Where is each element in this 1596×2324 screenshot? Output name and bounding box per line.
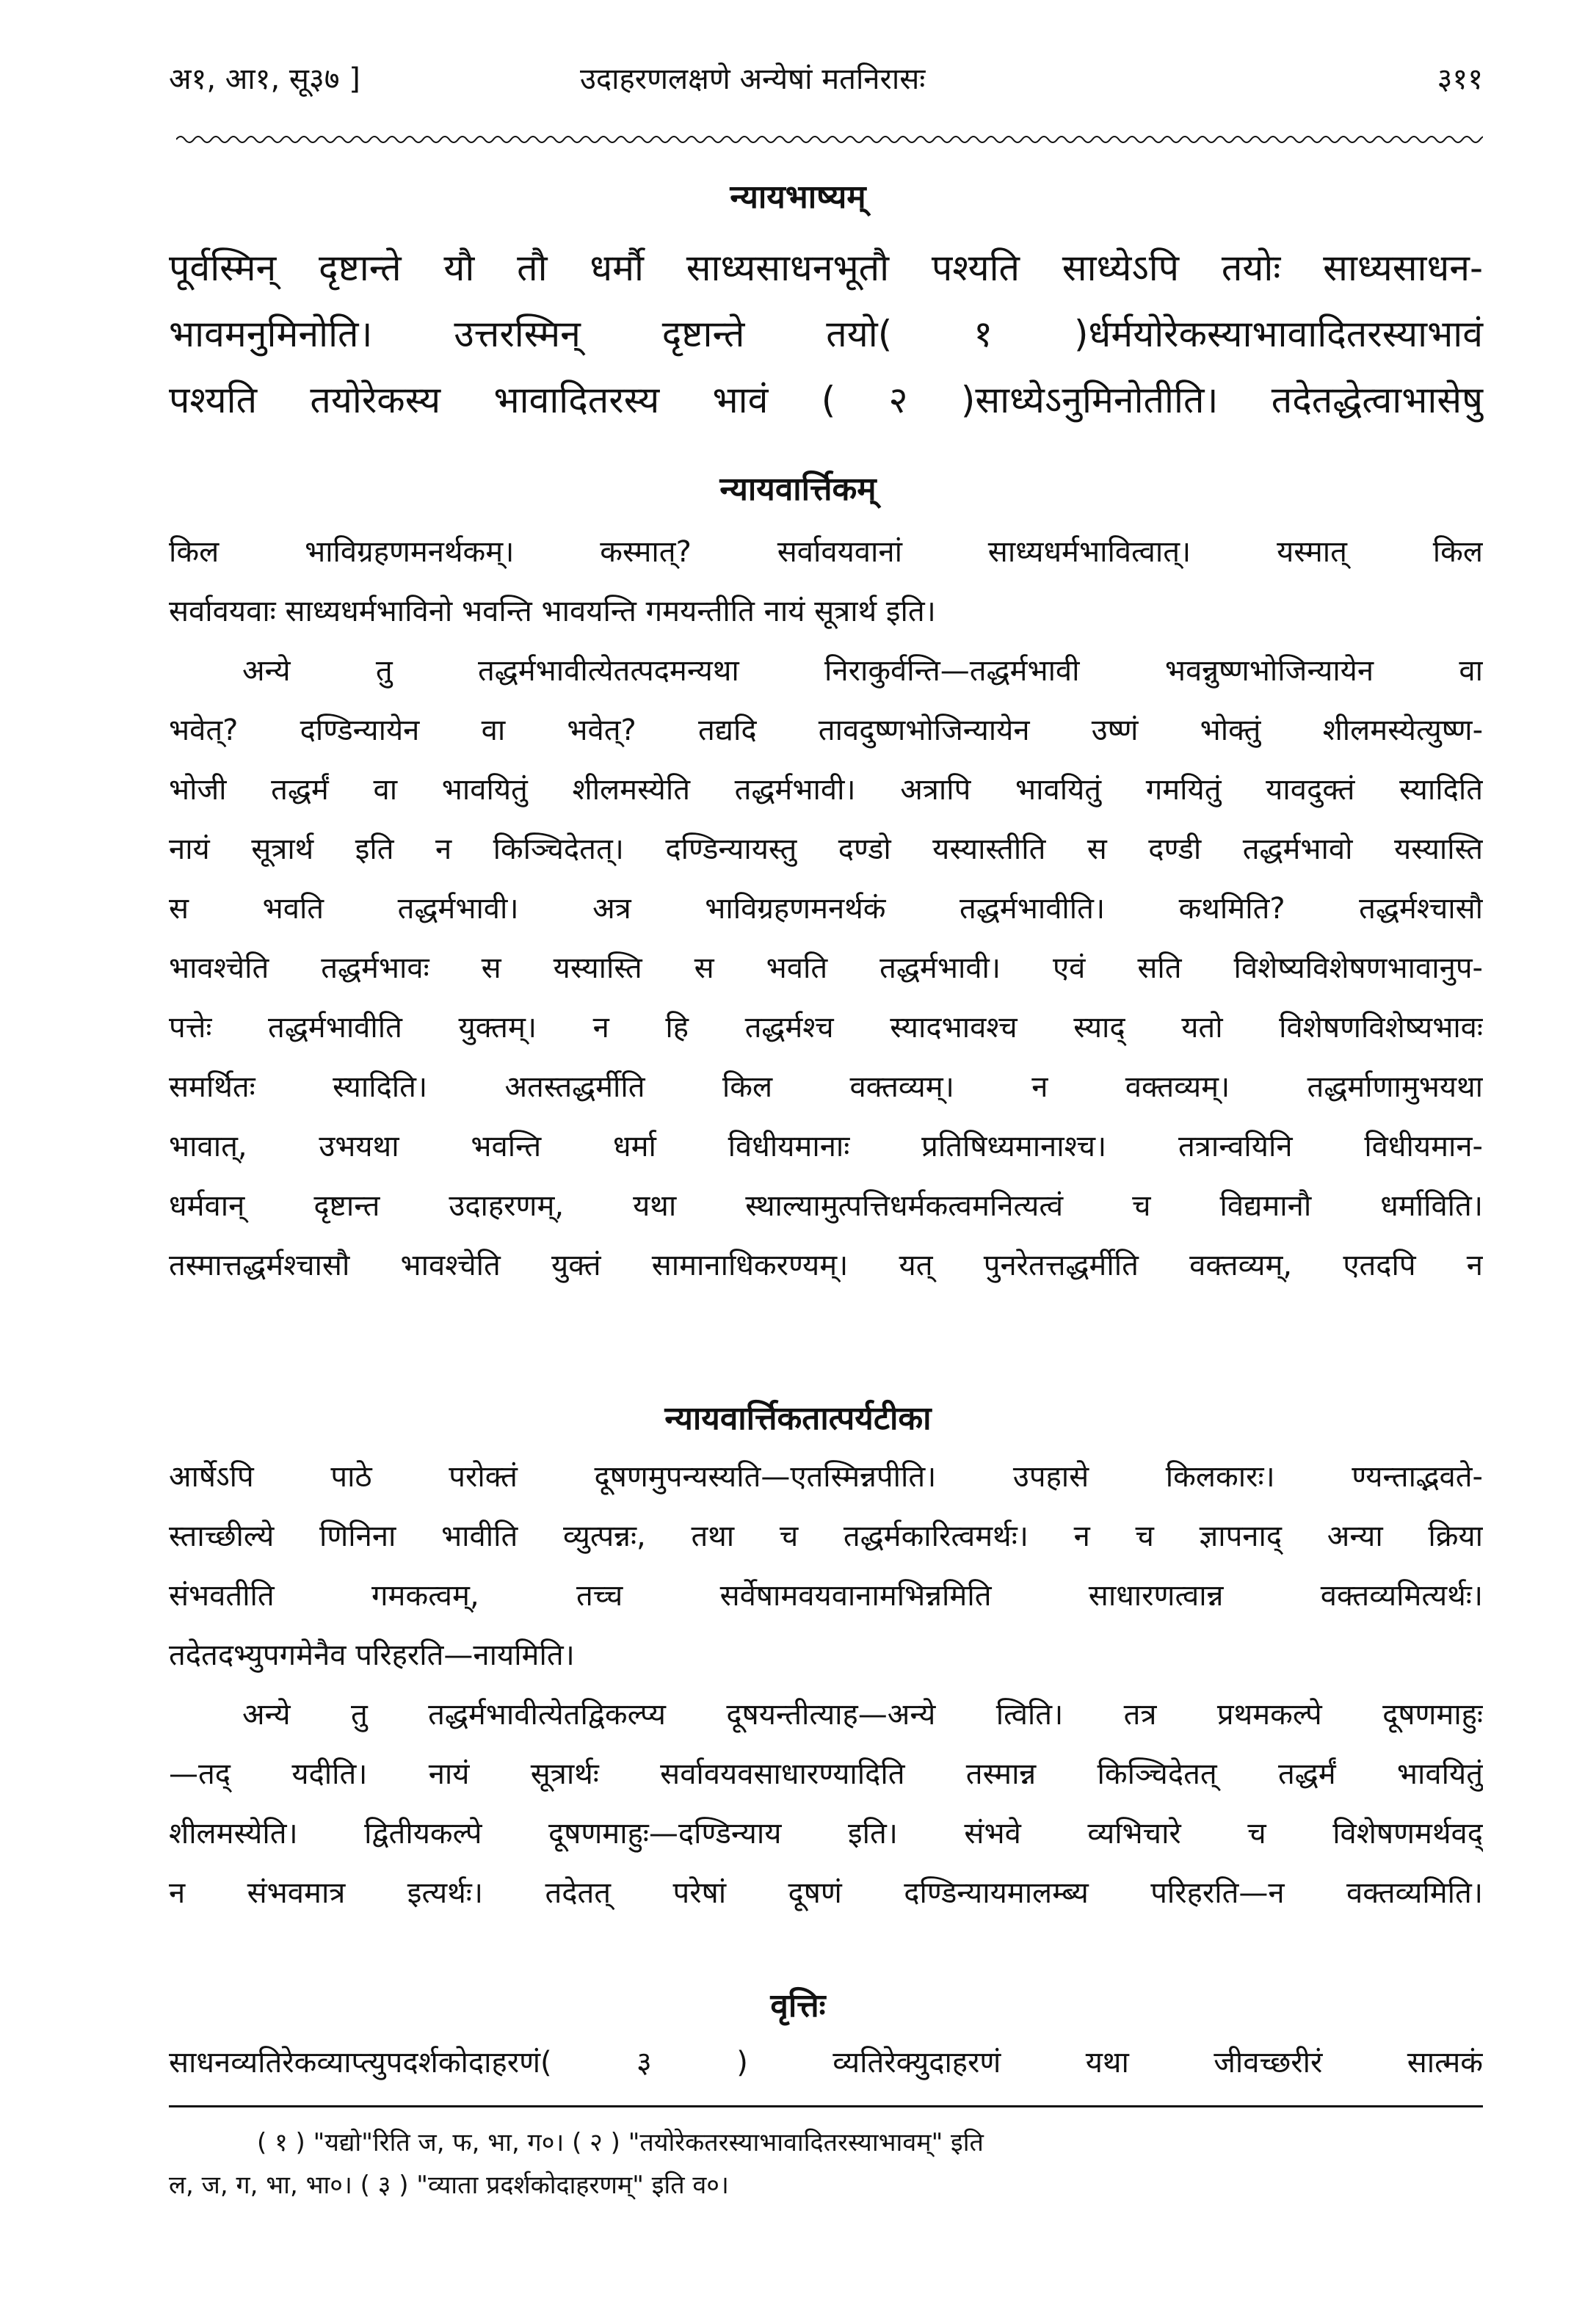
page-number: ३११: [1437, 62, 1483, 96]
text-line: सर्वावयवाः साध्यधर्मभाविनो भवन्ति भावयन्ति गमयन्तीति नायं सूत्रार्थ इति।: [169, 595, 936, 628]
wavy-rule: [176, 132, 1483, 147]
text-line: भोजी तद्धर्मं वा भावयितुं शीलमस्येति तद्धर्मभावी। अत्रापि भावयितुं गमयितुं यावदुक्तं स्यादिति: [169, 773, 1483, 807]
text-line: भावात्, उभयथा भवन्ति धर्मा विधीयमानाः प्रतिषिध्यमानाश्च। तत्रान्वयिनि विधीयमान-: [169, 1130, 1483, 1163]
section-heading-vritti: वृत्तिः: [770, 1987, 826, 2025]
running-header: [169, 57, 1483, 123]
bhashya-line: पश्यति तयोरेकस्य भावादितरस्य भावं ( २ )साध्येऽनुमिनोतीति। तदेतद्धेत्वाभासेषु: [169, 379, 1483, 421]
section-heading-bhashya: न्यायभाष्यम्: [730, 178, 866, 216]
bhashya-line: भावमनुमिनोति। उत्तरस्मिन् दृष्टान्ते तयो( १ )र्धर्मयोरेकस्याभावादितरस्याभावं: [169, 313, 1483, 355]
vritti-text: [169, 2033, 1483, 2093]
text-line: संभवतीति गमकत्वम्, तच्च सर्वेषामवयवानामभिन्नमिति साधारणत्वान्न वक्तव्यमित्यर्थः।: [169, 1579, 1483, 1613]
text-line: साधनव्यतिरेकव्याप्त्युपदर्शकोदाहरणं( ३ ) व्यतिरेक्युदाहरणं यथा जीवच्छरीरं सात्मकं: [169, 2046, 1483, 2080]
text-line: किल भाविग्रहणमनर्थकम्। कस्मात्? सर्वावयवानां साध्यधर्मभावित्वात्। यस्मात् किल: [169, 535, 1483, 569]
text-line: धर्मवान् दृष्टान्त उदाहरणम्, यथा स्थाल्यामुत्पत्तिधर्मकत्वमनित्यत्वं च विद्यमानौ धर्माविति।: [169, 1189, 1483, 1223]
text-line: न संभवमात्र इत्यर्थः। तदेतत् परेषां दूषणं दण्डिन्यायमालम्ब्य परिहरति—न वक्तव्यमिति।: [169, 1876, 1483, 1910]
footnote-line: ( १ ) "यद्यो"रिति ज, फ, भा, ग०। ( २ ) "तयोरेकतरस्याभावादितरस्याभावम्" इति: [257, 2128, 984, 2157]
section-heading-tika: न्यायवार्त्तिकतात्पर्यटीका: [664, 1400, 932, 1437]
vartika-text: [169, 523, 1483, 1296]
section-heading-vartika: न्यायवार्त्तिकम्: [719, 471, 877, 508]
tika-text: [169, 1448, 1483, 1923]
text-line: तस्मात्तद्धर्मश्चासौ भावश्चेति युक्तं सामानाधिकरण्यम्। यत् पुनरेतत्तद्धर्मीति वक्तव्यम्, एतदपि न: [169, 1249, 1483, 1282]
text-line: तदेतदभ्युपगमेनैव परिहरति—नायमिति।: [169, 1638, 575, 1672]
text-line: समर्थितः स्यादिति। अतस्तद्धर्मीति किल वक्तव्यम्। न वक्तव्यम्। तद्धर्माणामुभयथा: [169, 1070, 1483, 1104]
text-line: स्ताच्छील्ये णिनिना भावीति व्युत्पन्नः, तथा च तद्धर्मकारित्वमर्थः। न च ज्ञापनाद् अन्या क्रिया: [169, 1519, 1483, 1553]
header-title: उदाहरणलक्षणे अन्येषां मतनिरासः: [580, 62, 926, 96]
text-line: —तद् यदीति। नायं सूत्रार्थः सर्वावयवसाधारण्यादिति तस्मान्न किञ्चिदेतत् तद्धर्मं भावयितुं: [169, 1757, 1483, 1791]
text-line: भावश्चेति तद्धर्मभावः स यस्यास्ति स भवति तद्धर्मभावी। एवं सति विशेष्यविशेषणभावानुप-: [169, 951, 1483, 985]
header-reference: अ१, आ१, सू३७ ]: [169, 62, 360, 96]
text-line: पत्तेः तद्धर्मभावीति युक्तम्। न हि तद्धर्मश्च स्यादभावश्च स्याद् यतो विशेषणविशेष्यभावः: [169, 1011, 1483, 1045]
footnotes: [169, 2121, 1483, 2207]
footnote-line: ल, ज, ग, भा, भा०। ( ३ ) "व्याता प्रदर्शकोदाहरणम्" इति व०।: [169, 2171, 729, 2200]
text-line: अन्ये तु तद्धर्मभावीत्येतद्विकल्प्य दूषयन्तीत्याह—अन्ये त्विति। तत्र प्रथमकल्पे दूषणमाहुः: [242, 1698, 1483, 1732]
text-line: आर्षेऽपि पाठे परोक्तं दूषणमुपन्यस्यति—एतस्मिन्नपीति। उपहासे किलकारः। ण्यन्ताद्भवते-: [169, 1460, 1483, 1494]
bhashya-line: पूर्वस्मिन् दृष्टान्ते यौ तौ धर्मौ साध्यसाधनभूतौ पश्यति साध्येऽपि तयोः साध्यसाधन-: [169, 247, 1483, 289]
text-line: नायं सूत्रार्थ इति न किञ्चिदेतत्। दण्डिन्यायस्तु दण्डो यस्यास्तीति स दण्डी तद्धर्मभावो यस्यास्ति: [169, 832, 1483, 866]
text-line: भवेत्? दण्डिन्यायेन वा भवेत्? तद्यदि तावदुष्णभोजिन्यायेन उष्णं भोक्तुं शीलमस्येत्युष्ण-: [169, 713, 1483, 747]
text-line: स भवति तद्धर्मभावी। अत्र भाविग्रहणमनर्थकं तद्धर्मभावीति। कथमिति? तद्धर्मश्चासौ: [169, 892, 1483, 926]
text-line: शीलमस्येति। द्वितीयकल्पे दूषणमाहुः—दण्डिन्याय इति। संभवे व्यभिचारे च विशेषणमर्थवद्: [169, 1817, 1483, 1851]
footnote-divider: [169, 2105, 1483, 2107]
text-line: अन्ये तु तद्धर्मभावीत्येतत्पदमन्यथा निराकुर्वन्ति—तद्धर्मभावी भवन्नुष्णभोजिन्यायेन वा: [242, 654, 1483, 688]
